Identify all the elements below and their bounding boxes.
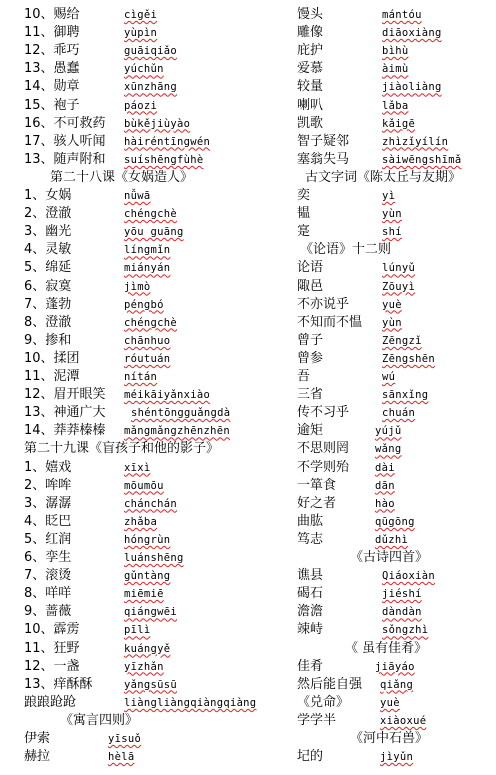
- vocab-pinyin: dàndàn: [382, 606, 422, 619]
- vocab-term: 11、狂野: [24, 640, 80, 656]
- section-heading: 古文字词《陈太丘与友期》: [305, 169, 462, 185]
- vocab-pinyin: sàiwēngshīmǎ: [382, 153, 462, 166]
- vocab-pinyin: cìgěi: [124, 9, 158, 21]
- vocab-row: [0, 115, 496, 133]
- vocab-pinyin: chéngchè: [124, 316, 177, 329]
- vocab-pinyin: miányán: [124, 262, 171, 275]
- section-heading: 第二十八课《女娲造人》: [50, 169, 194, 185]
- section-heading: 《古诗四首》: [350, 550, 429, 565]
- vocab-term: 4、灵敏: [24, 242, 72, 258]
- vocab-row: [0, 60, 496, 78]
- vocab-pinyin: guāiqiǎo: [124, 45, 177, 58]
- vocab-term: 寔: [297, 224, 311, 240]
- vocab-pinyin: yōu guāng: [124, 226, 184, 239]
- vocab-term: 曲肱: [297, 513, 324, 529]
- vocab-pinyin: yùn: [382, 208, 402, 221]
- vocab-row: [0, 748, 496, 766]
- vocab-row: [0, 6, 496, 24]
- vocab-pinyin: língmǐn: [124, 244, 171, 257]
- vocab-row: [0, 133, 496, 151]
- vocab-term: 论语: [297, 260, 324, 276]
- vocab-term: 8、澄澈: [24, 314, 72, 330]
- vocab-pinyin: miēmiē: [124, 588, 164, 601]
- vocab-row: [0, 187, 496, 205]
- vocab-row: [0, 477, 496, 495]
- vocab-pinyin: chánchán: [124, 497, 177, 510]
- vocab-pinyin: jiàoliàng: [382, 81, 442, 94]
- vocab-term: 三省: [297, 387, 324, 403]
- vocab-pinyin: jiéshí: [382, 588, 422, 601]
- vocab-row: [0, 585, 496, 603]
- vocab-row: [0, 223, 496, 241]
- vocab-term: 7、滚烫: [24, 568, 72, 584]
- vocab-pinyin: diāoxiàng: [382, 27, 442, 40]
- vocab-pinyin: hóngrùn: [124, 533, 171, 546]
- vocab-pinyin: nítán: [124, 371, 158, 383]
- vocab-pinyin: bùkějiùyào: [124, 117, 191, 130]
- vocab-pinyin: suíshēngfùhè: [124, 153, 204, 166]
- vocab-pinyin: péngbó: [124, 298, 164, 311]
- vocab-row: [0, 151, 496, 169]
- vocab-term: 3、幽光: [24, 224, 72, 240]
- vocab-pinyin: qūgōng: [375, 515, 415, 528]
- vocab-term: 10、揉团: [24, 350, 80, 366]
- vocab-term: 14、莽莽榛榛: [24, 423, 106, 439]
- vocab-term: 14、勋章: [24, 79, 80, 95]
- vocab-pinyin: méikāiyǎnxiào: [124, 389, 211, 402]
- vocab-pinyin: róutuán: [124, 352, 171, 365]
- vocab-term: 13、愚蠢: [24, 61, 80, 77]
- vocab-pinyin: chéngchè: [124, 208, 177, 221]
- vocab-term: 5、绵延: [24, 260, 72, 276]
- vocab-row: [0, 278, 496, 296]
- section-heading: 《论语》十二则: [300, 242, 392, 258]
- vocab-term: 1、女娲: [24, 188, 72, 203]
- vocab-pinyin: páozi: [124, 99, 158, 112]
- vocab-term: 澹澹: [297, 604, 324, 620]
- vocab-pinyin: bìhù: [382, 45, 409, 58]
- vocab-row: [0, 712, 496, 730]
- vocab-pinyin: chuán: [382, 407, 416, 420]
- vocab-pinyin: kuángyě: [124, 642, 171, 655]
- vocab-term: 吾: [297, 369, 311, 384]
- vocab-row: [0, 205, 496, 223]
- vocab-row: [0, 694, 496, 712]
- vocab-pinyin: wú: [382, 371, 396, 383]
- vocab-pinyin: yuè: [380, 696, 400, 709]
- vocab-pinyin: yì: [382, 190, 396, 202]
- vocab-term: 6、孪生: [24, 550, 72, 565]
- vocab-term: 11、御聘: [24, 25, 80, 41]
- vocab-pinyin: dǔzhì: [375, 533, 409, 546]
- vocab-term: 1、嬉戏: [24, 459, 72, 475]
- vocab-pinyin: sǒngzhì: [382, 624, 429, 637]
- vocab-term: 13、痒酥酥: [24, 676, 93, 692]
- vocab-row: [0, 368, 496, 386]
- vocab-pinyin: sānxǐng: [382, 389, 429, 402]
- section-heading: 《河中石兽》: [350, 731, 429, 746]
- vocab-term: 碣石: [297, 586, 324, 602]
- vocab-row: [0, 386, 496, 404]
- vocab-term: 7、蓬勃: [24, 296, 72, 312]
- vocab-term: 谯县: [297, 568, 324, 584]
- vocab-term: 6、寂寞: [24, 278, 72, 294]
- vocab-pinyin: yīzhǎn: [124, 660, 164, 673]
- vocab-term: 佳肴: [297, 658, 324, 674]
- vocab-term: 10、赐给: [24, 7, 80, 22]
- vocab-term: 15、袍子: [24, 97, 80, 113]
- vocab-row: [0, 97, 496, 115]
- vocab-pinyin: xiàoxué: [380, 714, 427, 727]
- vocab-pinyin: yīsuǒ: [108, 733, 142, 745]
- vocab-pinyin: qiángwēi: [124, 606, 177, 619]
- vocab-term: 逾矩: [297, 423, 324, 439]
- vocab-term: 雕像: [297, 25, 324, 41]
- vocab-pinyin: qiǎng: [380, 678, 414, 691]
- vocab-term: 11、泥潭: [24, 369, 80, 384]
- vocab-pinyin: mántóu: [382, 9, 422, 21]
- vocab-term: 传不习乎: [297, 405, 350, 421]
- vocab-row: [0, 296, 496, 314]
- vocab-row: [0, 603, 496, 621]
- vocab-row: [0, 422, 496, 440]
- section-heading: 《 虽有佳肴》: [345, 640, 428, 656]
- vocab-term: 曾子: [297, 332, 324, 348]
- vocab-term: 17、骇人听闻: [24, 133, 106, 149]
- vocab-term: 奕: [297, 188, 311, 203]
- vocab-term: 踉踉跄跄: [24, 694, 77, 710]
- vocab-term: 13、神通广大: [24, 405, 106, 421]
- vocab-pinyin: wǎng: [375, 443, 402, 456]
- vocab-pinyin: lǎba: [382, 99, 409, 112]
- vocab-term: 馒头: [297, 7, 324, 22]
- vocab-pinyin: lúnyǔ: [382, 262, 416, 275]
- vocab-term: 不知而不愠: [297, 314, 363, 330]
- vocab-term: 12、一盏: [24, 658, 80, 674]
- vocab-pinyin: hào: [375, 497, 395, 510]
- vocab-term: 竦峙: [297, 622, 324, 638]
- vocab-pinyin: Zōuyì: [382, 280, 416, 293]
- vocab-term: 10、霹雳: [24, 622, 80, 638]
- vocab-term: 陬邑: [297, 278, 324, 294]
- vocab-pinyin: yǎngsūsū: [124, 678, 177, 691]
- vocab-pinyin: mōumōu: [124, 479, 164, 492]
- vocab-term: 圮的: [297, 749, 324, 765]
- vocab-row: [0, 332, 496, 350]
- vocab-pinyin: zhǎba: [124, 515, 158, 528]
- vocab-row: [0, 459, 496, 477]
- vocab-term: 9、掺和: [24, 332, 72, 348]
- vocab-pinyin: dài: [375, 461, 395, 474]
- vocab-row: [0, 621, 496, 639]
- vocab-term: 一箪食: [297, 477, 337, 493]
- vocab-row: [0, 531, 496, 549]
- vocab-pinyin: nǚwā: [124, 190, 151, 202]
- vocab-row: [0, 513, 496, 531]
- vocab-pinyin: shéntōngguǎngdà: [131, 407, 231, 420]
- vocab-pinyin: Zēngzǐ: [382, 334, 422, 347]
- vocab-row: [0, 440, 496, 458]
- vocab-term: 好之者: [297, 495, 337, 511]
- vocab-pinyin: hàiréntīngwén: [124, 135, 211, 148]
- vocab-pinyin: Zēngshēn: [382, 352, 435, 365]
- vocab-term: 12、乖巧: [24, 43, 80, 59]
- vocab-term: 13、随声附和: [24, 151, 106, 167]
- vocab-pinyin: jìyǔn: [380, 751, 414, 764]
- vocab-pinyin: jìmò: [124, 280, 151, 293]
- vocab-term: 然后能自强: [297, 676, 363, 692]
- vocab-term: 不思则罔: [297, 441, 350, 457]
- vocab-term: 凯歌: [297, 115, 324, 131]
- vocab-term: 5、红润: [24, 531, 72, 547]
- vocab-term: 伊索: [24, 731, 51, 746]
- vocab-term: 3、潺潺: [24, 495, 72, 511]
- vocab-row: [0, 42, 496, 60]
- vocab-term: 曾参: [297, 350, 324, 366]
- vocab-row: [0, 24, 496, 42]
- vocab-pinyin: zhìzǐyílín: [382, 135, 449, 148]
- vocab-term: 《兑命》: [297, 694, 350, 710]
- vocab-term: 庇护: [297, 43, 324, 59]
- vocab-pinyin: yùpìn: [124, 27, 158, 40]
- vocab-pinyin: xūnzhāng: [124, 81, 177, 94]
- vocab-term: 2、澄澈: [24, 206, 72, 222]
- vocab-pinyin: kǎigē: [382, 117, 416, 130]
- vocab-pinyin: hèlā: [108, 751, 135, 764]
- vocab-row: [0, 350, 496, 368]
- vocab-row: [0, 241, 496, 259]
- vocab-pinyin: àimù: [382, 63, 409, 76]
- vocab-pinyin: liàngliàngqiàngqiàng: [124, 696, 257, 709]
- vocab-row: [0, 78, 496, 96]
- vocab-row: [0, 567, 496, 585]
- vocab-term: 不亦说乎: [297, 296, 350, 312]
- vocab-pinyin: mǎngmǎngzhēnzhēn: [124, 425, 230, 438]
- vocab-pinyin: luánshēng: [124, 552, 184, 564]
- vocab-row: [0, 404, 496, 422]
- vocab-pinyin: chānhuo: [124, 334, 171, 347]
- section-heading: 第二十九课《盲孩子和他的影子》: [24, 441, 220, 457]
- vocab-term: 智子疑邻: [297, 133, 350, 149]
- section-heading: 《寓言四则》: [60, 712, 139, 728]
- vocab-pinyin: yuè: [382, 298, 402, 311]
- vocab-row: [0, 259, 496, 277]
- vocab-row: [0, 676, 496, 694]
- vocab-row: [0, 495, 496, 513]
- vocab-term: 韫: [297, 206, 311, 222]
- vocab-row: [0, 658, 496, 676]
- vocab-term: 2、哞哞: [24, 477, 72, 493]
- vocab-term: 塞翁失马: [297, 151, 350, 167]
- vocab-term: 16、不可救药: [24, 115, 106, 131]
- vocab-pinyin: dān: [375, 479, 395, 492]
- vocab-pinyin: gǔntàng: [124, 570, 171, 583]
- vocab-pinyin: yùn: [382, 316, 402, 329]
- vocab-pinyin: shí: [382, 226, 402, 239]
- vocab-pinyin: yúchǔn: [124, 63, 164, 76]
- vocab-pinyin: jiāyáo: [375, 660, 415, 673]
- vocab-term: 不学则殆: [297, 459, 350, 475]
- vocab-term: 4、眨巴: [24, 513, 72, 529]
- vocab-pinyin: xīxì: [124, 461, 151, 474]
- vocab-term: 学学半: [297, 712, 337, 728]
- vocab-term: 较量: [297, 79, 324, 95]
- vocab-term: 喇叭: [297, 97, 324, 113]
- vocab-term: 爱慕: [297, 61, 324, 77]
- vocab-pinyin: yújǔ: [375, 425, 402, 438]
- vocab-pinyin: Qiáoxiàn: [382, 570, 435, 583]
- vocab-pinyin: pīlì: [124, 624, 151, 637]
- vocab-term: 赫拉: [24, 749, 51, 765]
- vocab-term: 9、蔷薇: [24, 604, 72, 620]
- vocab-term: 12、眉开眼笑: [24, 387, 106, 403]
- vocab-term: 8、咩咩: [24, 586, 72, 602]
- vocab-term: 笃志: [297, 531, 324, 547]
- vocab-row: [0, 314, 496, 332]
